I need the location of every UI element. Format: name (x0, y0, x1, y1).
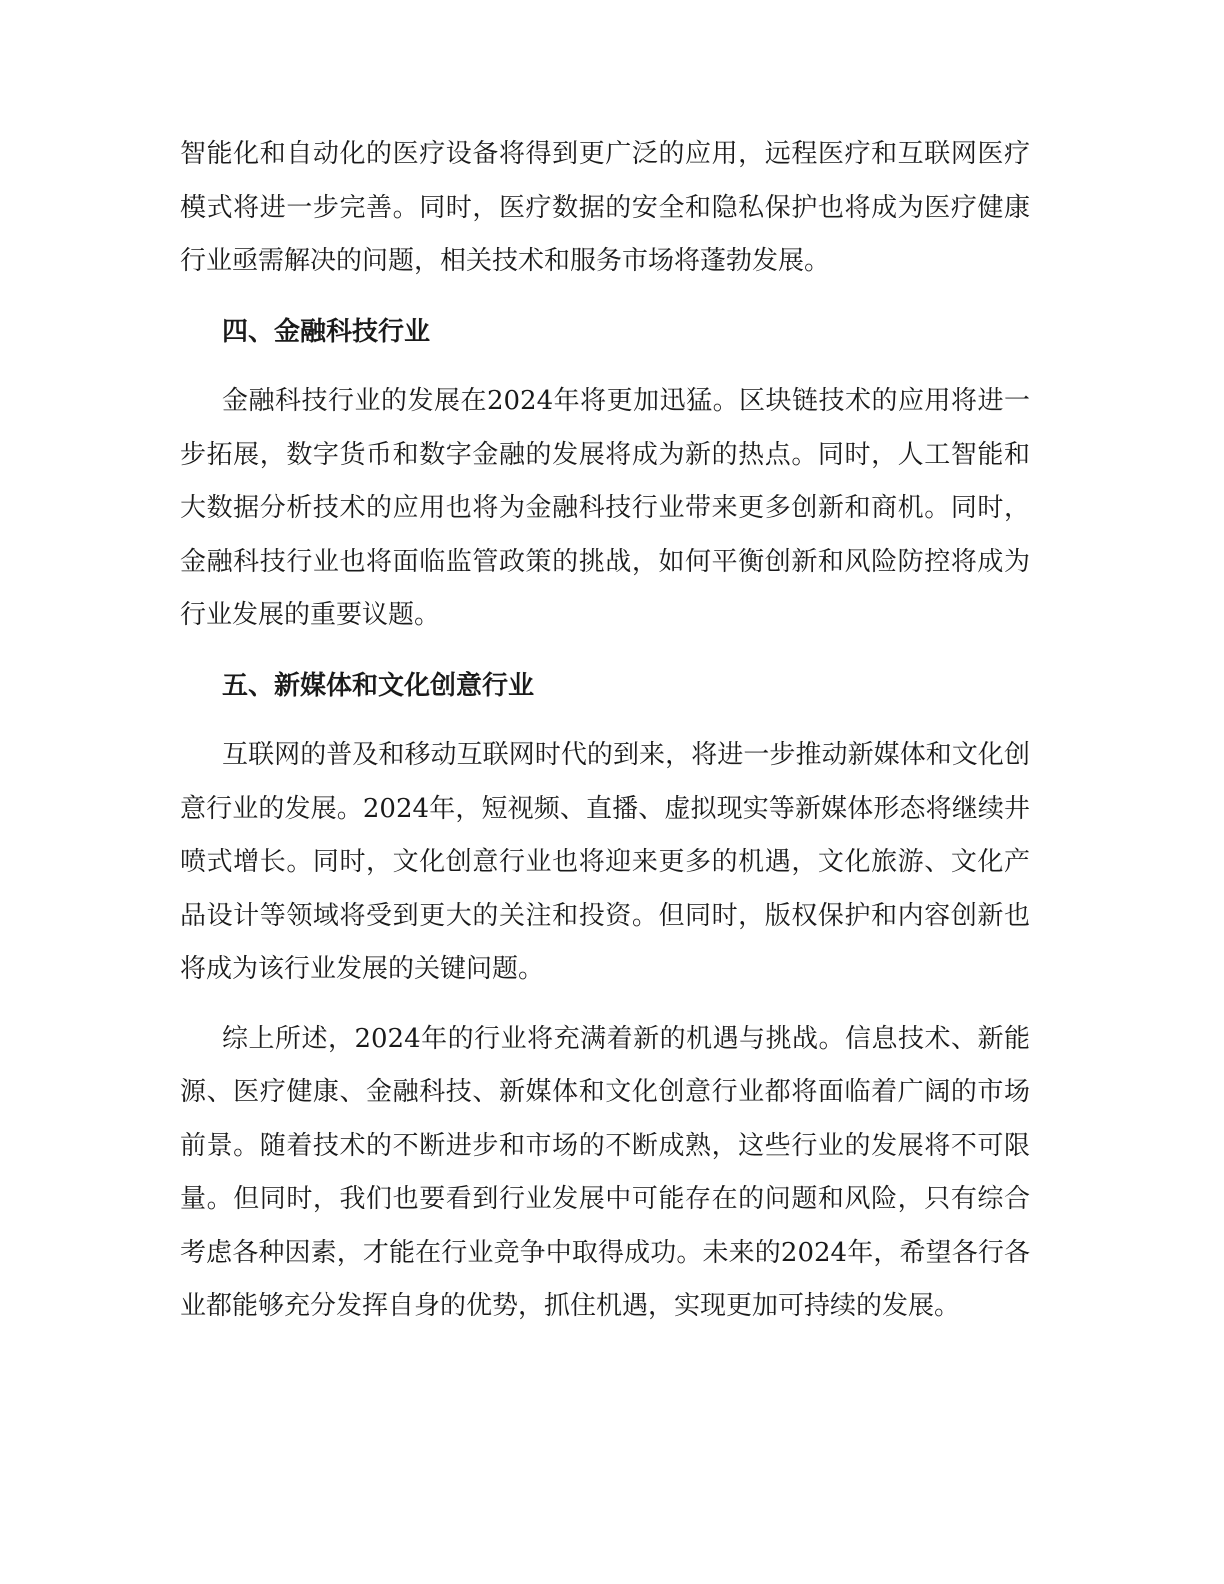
section-heading-fintech: 四、金融科技行业 (222, 316, 431, 347)
section-heading-new-media: 五、新媒体和文化创意行业 (222, 670, 535, 701)
document-page (180, 128, 1030, 1334)
paragraph-conclusion: 综上所述，2024年的行业将充满着新的机遇与挑战。信息技术、新能源、医疗健康、金融科技、新媒体和文化创意行业都将面临着广阔的市场前景。随着技术的不断进步和市场的不断成熟，这些行业的发展将不可限量。但同时，我们也要看到行业发展中可能存在的问题和风险，只有综合考虑各种因素，才能在行业竞争中取得成功。未来的2024年，希望各行各业都能够充分发挥自身的优势，抓住机遇，实现更加可持续的发展。 (180, 1023, 1030, 1321)
paragraph-healthcare-continued: 智能化和自动化的医疗设备将得到更广泛的应用，远程医疗和互联网医疗模式将进一步完善。同时，医疗数据的安全和隐私保护也将成为医疗健康行业亟需解决的问题，相关技术和服务市场将蓬勃发展。 (180, 139, 1030, 276)
paragraph-fintech: 金融科技行业的发展在2024年将更加迅猛。区块链技术的应用将进一步拓展，数字货币和数字金融的发展将成为新的热点。同时，人工智能和大数据分析技术的应用也将为金融科技行业带来更多创新和商机。同时，金融科技行业也将面临监管政策的挑战，如何平衡创新和风险防控将成为行业发展的重要议题。 (180, 386, 1030, 630)
paragraph-new-media: 互联网的普及和移动互联网时代的到来，将进一步推动新媒体和文化创意行业的发展。2024年，短视频、直播、虚拟现实等新媒体形态将继续井喷式增长。同时，文化创意行业也将迎来更多的机遇，文化旅游、文化产品设计等领域将受到更大的关注和投资。但同时，版权保护和内容创新也将成为该行业发展的关键问题。 (180, 740, 1030, 984)
